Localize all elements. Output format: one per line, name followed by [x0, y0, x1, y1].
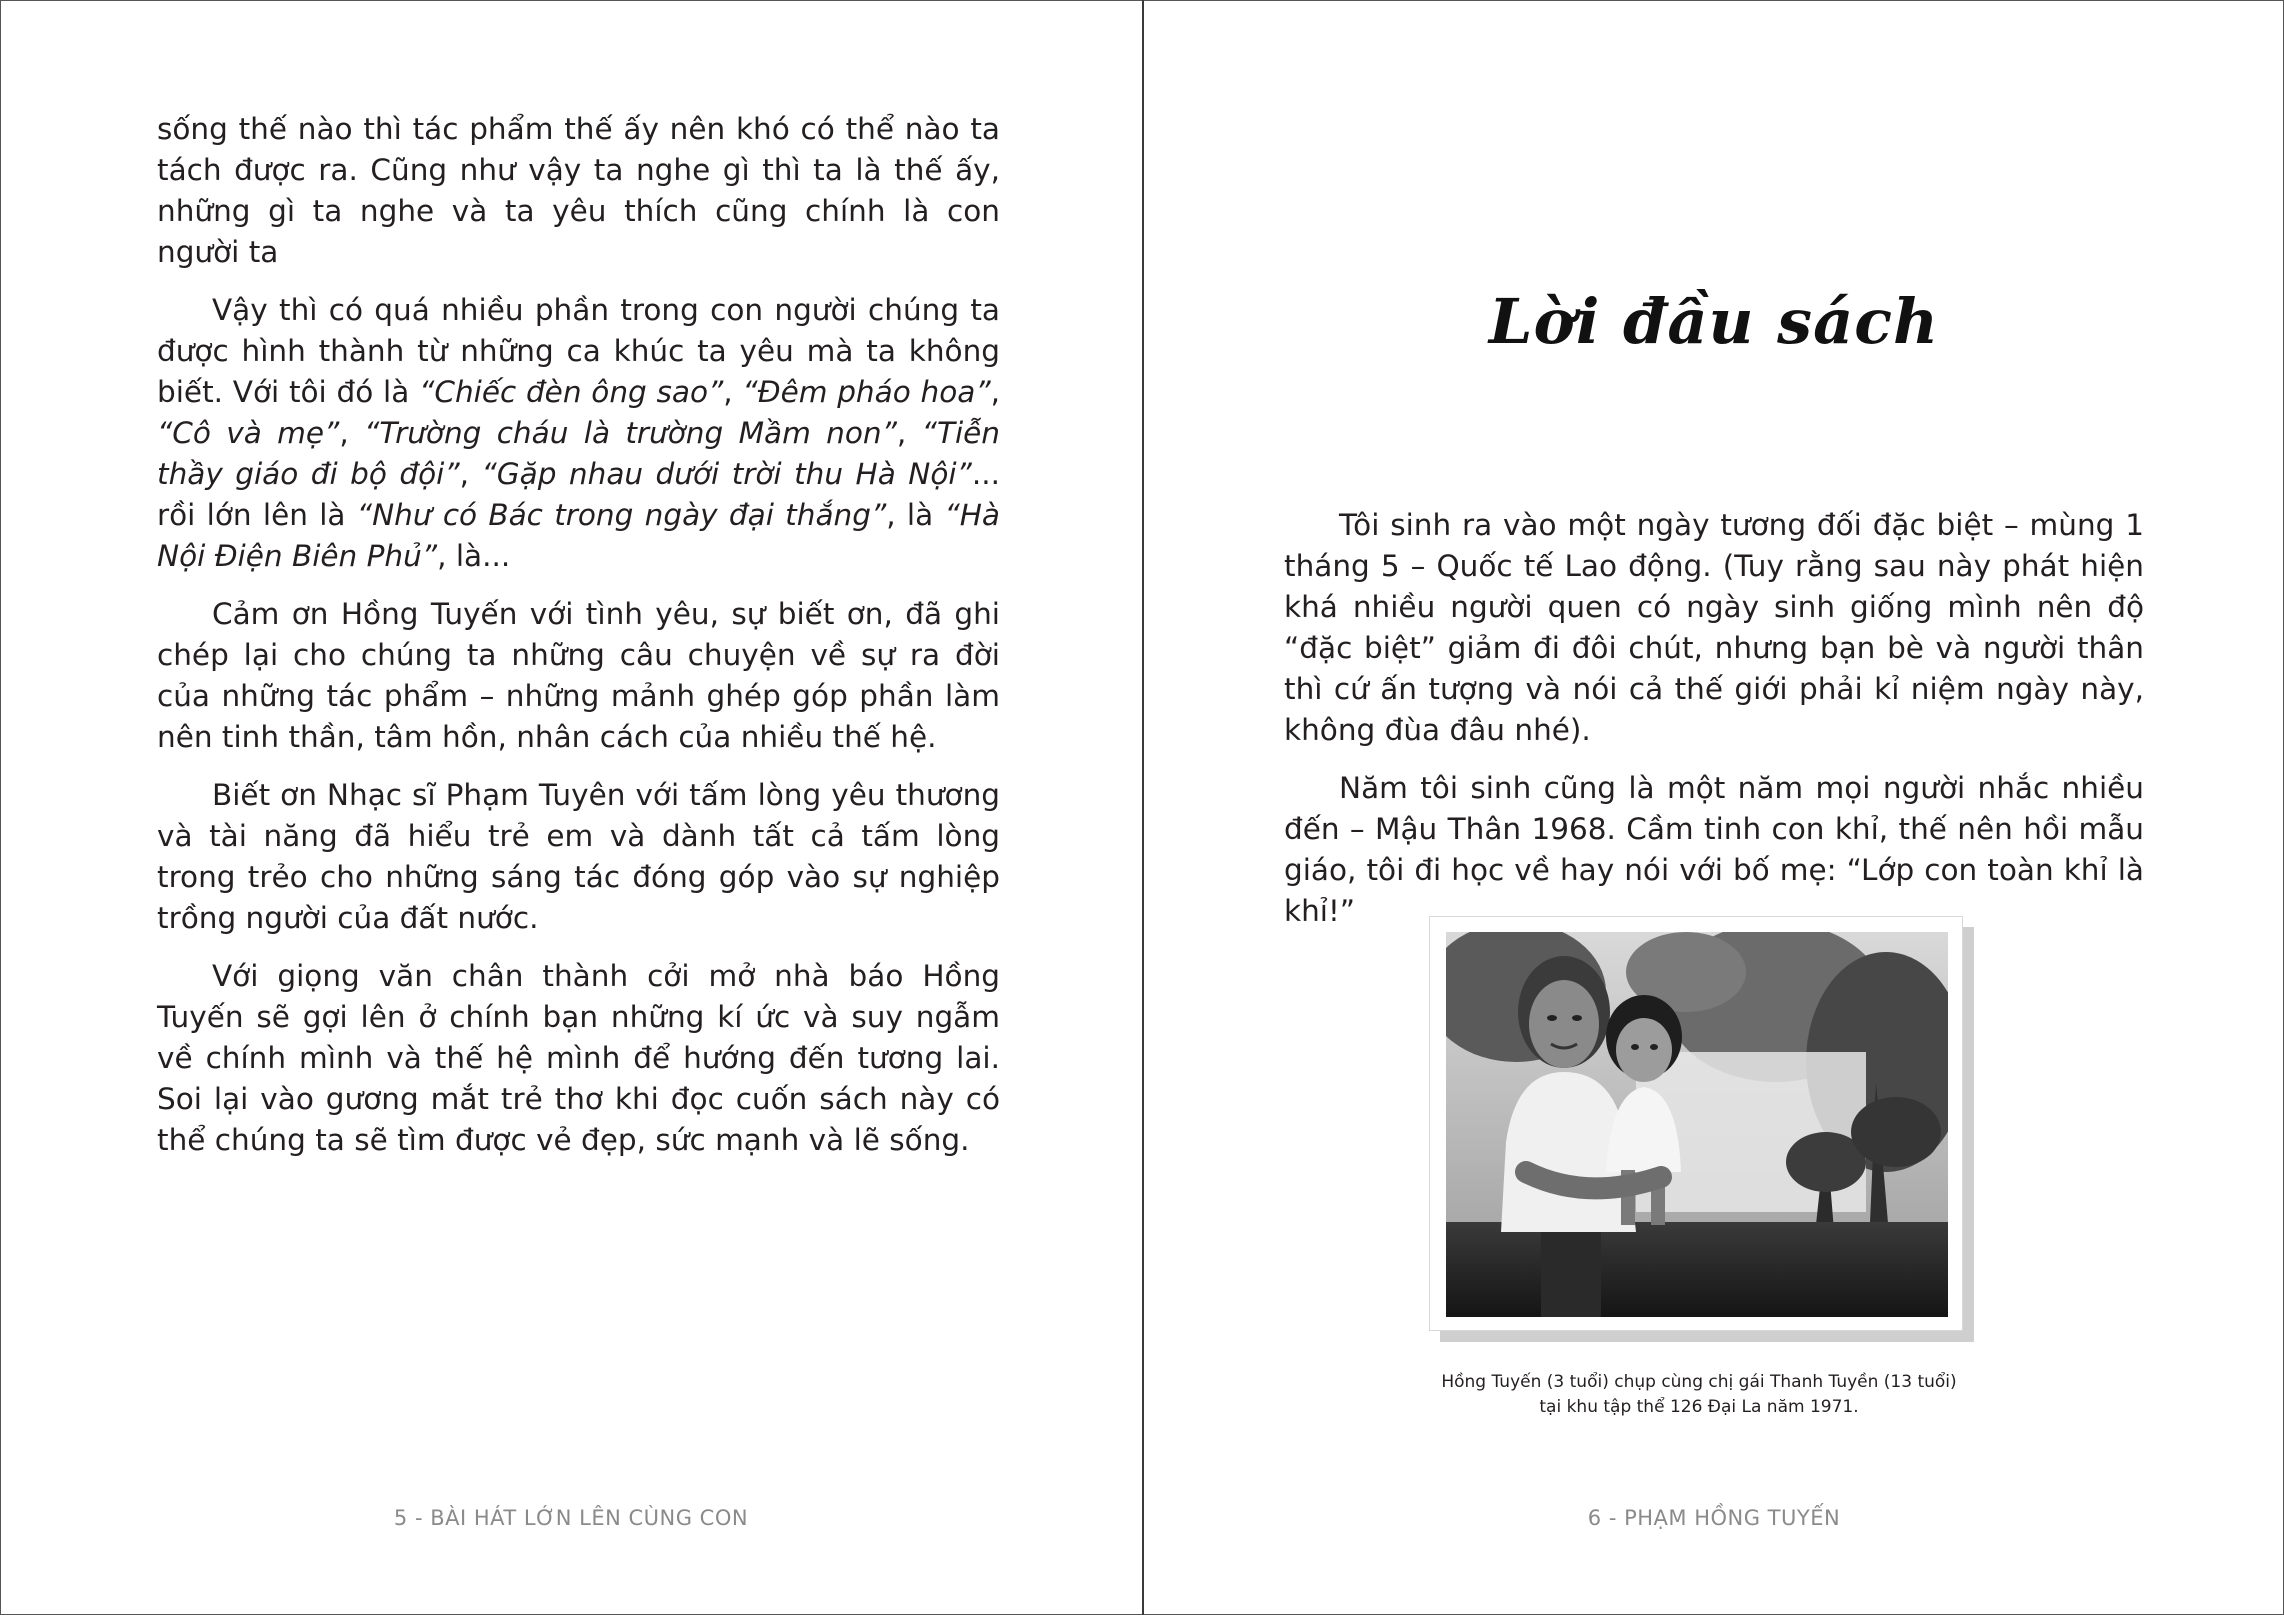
text-run: Cảm ơn Hồng Tuyến với tình yêu, sự biết ơn, đã ghi chép lại cho chúng ta những câu chuyện về sự ra đời của những tác phẩm – những mảnh ghép góp phần làm nên tinh thần, tâm hồn, nhân cách của nhiều thế hệ.	[157, 597, 1000, 754]
song-title: “Như có Bác trong ngày đại thắng”	[356, 498, 887, 532]
text-run: ... rồi lớn lên là	[157, 457, 1000, 532]
text-run: ,	[459, 457, 482, 491]
text-run: , là	[886, 498, 945, 532]
song-title: “Cô và mẹ”	[157, 416, 340, 450]
photo-caption-line-1: Hồng Tuyến (3 tuổi) chụp cùng chị gái Thanh Tuyền (13 tuổi)	[1441, 1372, 1957, 1392]
text-run: sống thế nào thì tác phẩm thế ấy nên khó có thể nào ta tách được ra. Cũng như vậy ta nghe gì thì ta là thế ấy, những gì ta nghe và ta yêu thích cũng chính là con người ta	[157, 112, 1000, 269]
text-run: ,	[896, 416, 922, 450]
paragraph	[1284, 768, 2144, 932]
chapter-title: Lời đầu sách	[1488, 285, 1940, 358]
photo-caption	[1384, 1370, 2014, 1420]
right-body-text	[1284, 505, 2144, 949]
photo-image	[1446, 932, 1948, 1317]
left-body-text	[157, 109, 1000, 1178]
text-run: Tôi sinh ra vào một ngày tương đối đặc biệt – mùng 1 tháng 5 – Quốc tế Lao động. (Tuy rằng sau này phát hiện khá nhiều người quen có ngày sinh giống mình nên độ “đặc biệt” giảm đi đôi chút, nhưng bạn bè và người thân thì cứ ấn tượng và nói cả thế giới phải kỉ niệm ngày này, không đùa đâu nhé).	[1284, 508, 2144, 747]
paragraph	[157, 956, 1000, 1161]
song-title: “Hà Nội Điện Biên Phủ”	[157, 498, 1001, 573]
paragraph	[157, 290, 1000, 577]
song-title: “Gặp nhau dưới trời thu Hà Nội”	[481, 457, 972, 491]
paragraph	[1284, 505, 2144, 751]
song-title: “Chiếc đèn ông sao”	[419, 375, 724, 409]
text-run: , là...	[437, 539, 511, 573]
paragraph	[157, 109, 1000, 273]
paragraph	[157, 594, 1000, 758]
right-page	[1144, 0, 2284, 1615]
text-run: ,	[339, 416, 365, 450]
photo-caption-line-2: tại khu tập thể 126 Đại La năm 1971.	[1539, 1397, 1859, 1417]
text-run: Năm tôi sinh cũng là một năm mọi người nhắc nhiều đến – Mậu Thân 1968. Cầm tinh con khỉ, thế nên hồi mẫu giáo, tôi đi học về hay nói với bố mẹ: “Lớp con toàn khỉ là khỉ!”	[1284, 771, 2144, 928]
text-run: Biết ơn Nhạc sĩ Phạm Tuyên với tấm lòng yêu thương và tài năng đã hiểu trẻ em và dành tất cả tấm lòng trong trẻo cho những sáng tác đóng góp vào sự nghiệp trồng người của đất nước.	[157, 778, 1000, 935]
paragraph	[157, 775, 1000, 939]
song-title: “Tiễn thầy giáo đi bộ đội”	[157, 416, 1001, 491]
text-run: Với giọng văn chân thành cởi mở nhà báo Hồng Tuyến sẽ gợi lên ở chính bạn những kí ức và suy ngẫm về chính mình và thế hệ mình để hướng đến tương lai. Soi lại vào gương mắt trẻ thơ khi đọc cuốn sách này có thể chúng ta sẽ tìm được vẻ đẹp, sức mạnh và lẽ sống.	[157, 959, 1000, 1157]
song-title: “Trường cháu là trường Mầm non”	[364, 416, 897, 450]
family-photo	[1429, 916, 1963, 1331]
song-title: “Đêm pháo hoa”	[742, 375, 991, 409]
left-page-footer: 5 - BÀI HÁT LỚN LÊN CÙNG CON	[393, 1506, 749, 1530]
text-run: Vậy thì có quá nhiều phần trong con người chúng ta được hình thành từ những ca khúc ta yêu mà ta không biết. Với tôi đó là	[157, 293, 1000, 409]
text-run: ,	[723, 375, 743, 409]
right-page-footer: 6 - PHẠM HỒNG TUYẾN	[1587, 1506, 1841, 1530]
text-run: ,	[990, 375, 1000, 409]
